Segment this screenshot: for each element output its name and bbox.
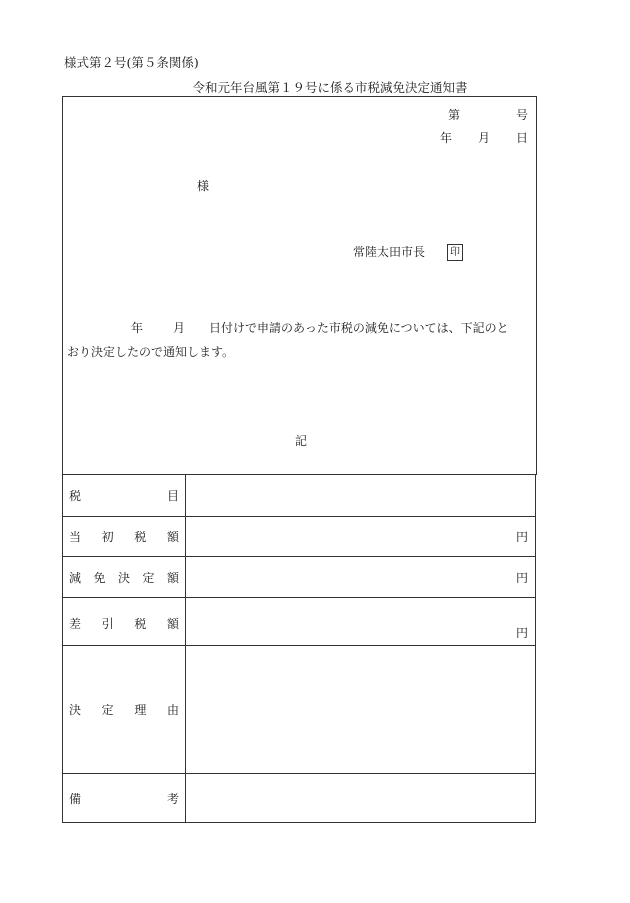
table-row	[63, 557, 536, 598]
body-month: 月	[173, 321, 186, 335]
date-year: 年	[439, 131, 452, 145]
document-number	[448, 106, 528, 123]
form-number-label: 様式第２号(第５条関係)	[64, 55, 199, 70]
notice-frame	[62, 96, 537, 475]
ki-heading: 記	[295, 434, 308, 448]
issuer-name: 常陸太田市長	[353, 245, 426, 259]
row-label-remarks: 備 考	[63, 774, 186, 823]
row-value-remarks	[186, 774, 536, 823]
row-label-reduction-amount: 減 免 決 定 額	[63, 557, 186, 598]
date-day: 日	[515, 131, 528, 145]
document-title: 令和元年台風第１９号に係る市税減免決定通知書	[192, 80, 468, 95]
row-value-initial-tax: 円	[186, 517, 536, 557]
table-row	[63, 646, 536, 774]
table-row	[63, 598, 536, 646]
issuer-line	[353, 243, 463, 261]
seal-stamp: 印	[447, 244, 463, 261]
table-row	[63, 475, 536, 517]
row-value-tax-item	[186, 475, 536, 517]
row-label-reason: 決 定 理 由	[63, 646, 186, 774]
notice-body-line2: おり決定したので通知します。	[67, 345, 235, 359]
notice-body	[67, 316, 509, 364]
row-value-reason	[186, 646, 536, 774]
detail-table	[62, 474, 536, 823]
table-row	[63, 774, 536, 823]
row-label-net-tax: 差 引 税 額	[63, 598, 186, 646]
addressee: 様	[197, 179, 210, 193]
table-row	[63, 517, 536, 557]
date-month: 月	[477, 131, 490, 145]
row-label-initial-tax: 当 初 税 額	[63, 517, 186, 557]
number-suffix: 号	[515, 108, 528, 122]
body-line1-rest: 日付けで申請のあった市税の減免については、下記のと	[209, 321, 509, 335]
issue-date	[440, 129, 528, 146]
row-label-tax-item: 税 目	[63, 475, 186, 517]
number-prefix: 第	[447, 108, 460, 122]
row-value-net-tax: 円	[186, 598, 536, 646]
body-year: 年	[131, 321, 144, 335]
row-value-reduction-amount: 円	[186, 557, 536, 598]
notice-body-line1	[67, 316, 509, 340]
